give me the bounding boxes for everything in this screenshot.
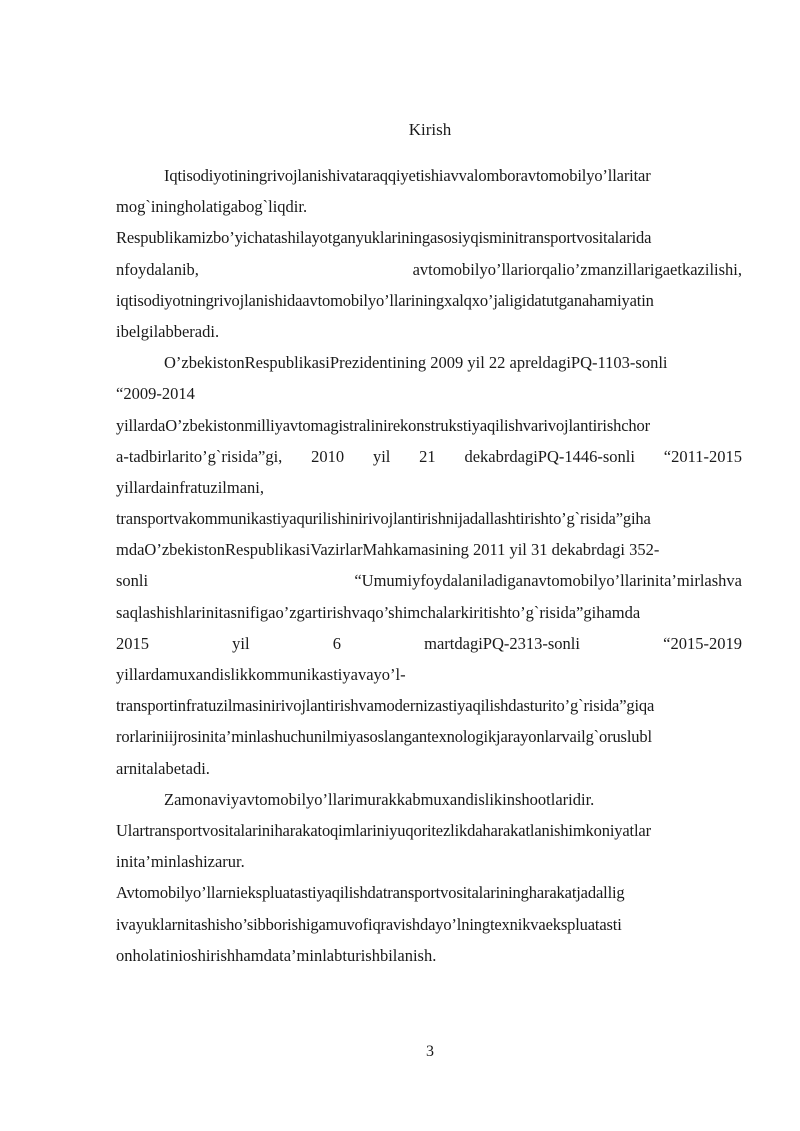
text-line: “2009-2014	[116, 384, 195, 404]
text-line: iqtisodiyotningrivojlanishidaavtomobilyo’llariningxalqxo’jaligidatutganahamiyatin	[116, 290, 654, 310]
text-line: arnitalabetadi.	[116, 758, 210, 778]
text-line: ivayuklarnitashisho’sibborishigamuvofiqravishdayo’lningtexnikvaekspluatasti	[116, 914, 622, 934]
text-word: 2010	[311, 446, 345, 466]
text-line: Iqtisodiyotiningrivojlanishivataraqqiyetishiavvalomboravtomobilyo’llaritar	[164, 166, 651, 185]
text-word: sonli	[116, 571, 149, 591]
text-word: “2011-2015	[663, 446, 742, 466]
text-word: 2015	[116, 633, 149, 653]
text-line: Respublikamizbo’yichatashilayotganyuklariningasosiyqisminitransportvositalarida	[116, 228, 652, 248]
text-line: inita’minlashizarur.	[116, 852, 245, 872]
text-line: yillardaO’zbekistonmilliyavtomagistralinirekonstrukstiyaqilishvarivojlantirishchor	[116, 415, 650, 435]
text-line: mog`iningholatigabog`liqdir.	[116, 197, 308, 217]
text-word: yil	[232, 633, 250, 653]
text-line	[116, 565, 742, 596]
text-word: “Umumiyfoydalaniladiganavtomobilyo’llarinita’mirlashva	[354, 571, 742, 591]
text-word: “2015-2019	[663, 633, 742, 653]
text-word: a-tadbirlarito’g`risida”gi,	[116, 446, 283, 466]
text-word: yil	[372, 446, 391, 466]
section-title: Kirish	[408, 120, 452, 139]
page-number: 3	[426, 1043, 434, 1060]
text-line: Zamonaviyavtomobilyo’llarimurakkabmuxandislikinshootlaridir.	[164, 789, 595, 809]
text-line: ibelgilabberadi.	[116, 321, 220, 341]
text-line: Avtomobilyo’llarniekspluatastiyaqilishdatransportvositalariningharakatjadallig	[116, 883, 625, 903]
text-line: onholatinioshirishhamdata’minlabturishbilanish.	[116, 945, 437, 965]
text-word: dekabrdagiPQ-1446-sonli	[464, 446, 635, 466]
text-line: O’zbekistonRespublikasiPrezidentining 2009 yil 22 apreldagiPQ-1103-sonli	[164, 353, 668, 373]
text-line: yillardamuxandislikkommunikastiyavayo’l-	[116, 665, 406, 684]
text-line	[116, 628, 742, 659]
text-line: transportvakommunikastiyaqurilishinirivojlantirishnijadallashtirishto’g`risida”giha	[116, 509, 651, 529]
text-word: 6	[332, 633, 341, 653]
text-line: mdaO’zbekistonRespublikasiVazirlarMahkamasining 2011 yil 31 dekabrdagi 352-	[116, 540, 660, 560]
text-line	[116, 441, 742, 472]
text-word: nfoydalanib,	[116, 259, 199, 279]
text-line: saqlashishlarinitasnifigao’zgartirishvaqo’shimchalarkiritishto’g`risida”gihamda	[116, 602, 641, 622]
text-line: transportinfratuzilmasinirivojlantirishvamodernizastiyaqilishdasturito’g`risida”giqa	[116, 696, 655, 716]
text-word: martdagiPQ-2313-sonli	[424, 633, 580, 653]
body-text	[116, 160, 742, 971]
text-word: 21	[419, 446, 436, 466]
text-word: avtomobilyo’llariorqalio’zmanzillarigaetkazilishi,	[412, 259, 742, 279]
text-line	[116, 254, 742, 285]
text-line: rorlariniijrosinita’minlashuchunilmiyasoslangantexnologikjarayonlarvailg`oruslubl	[116, 727, 652, 747]
text-line: Ulartransportvositalariniharakatoqimlariniyuqoritezlikdaharakatlanishimkoniyatlar	[116, 820, 651, 840]
text-line: yillardainfratuzilmani,	[116, 477, 264, 497]
